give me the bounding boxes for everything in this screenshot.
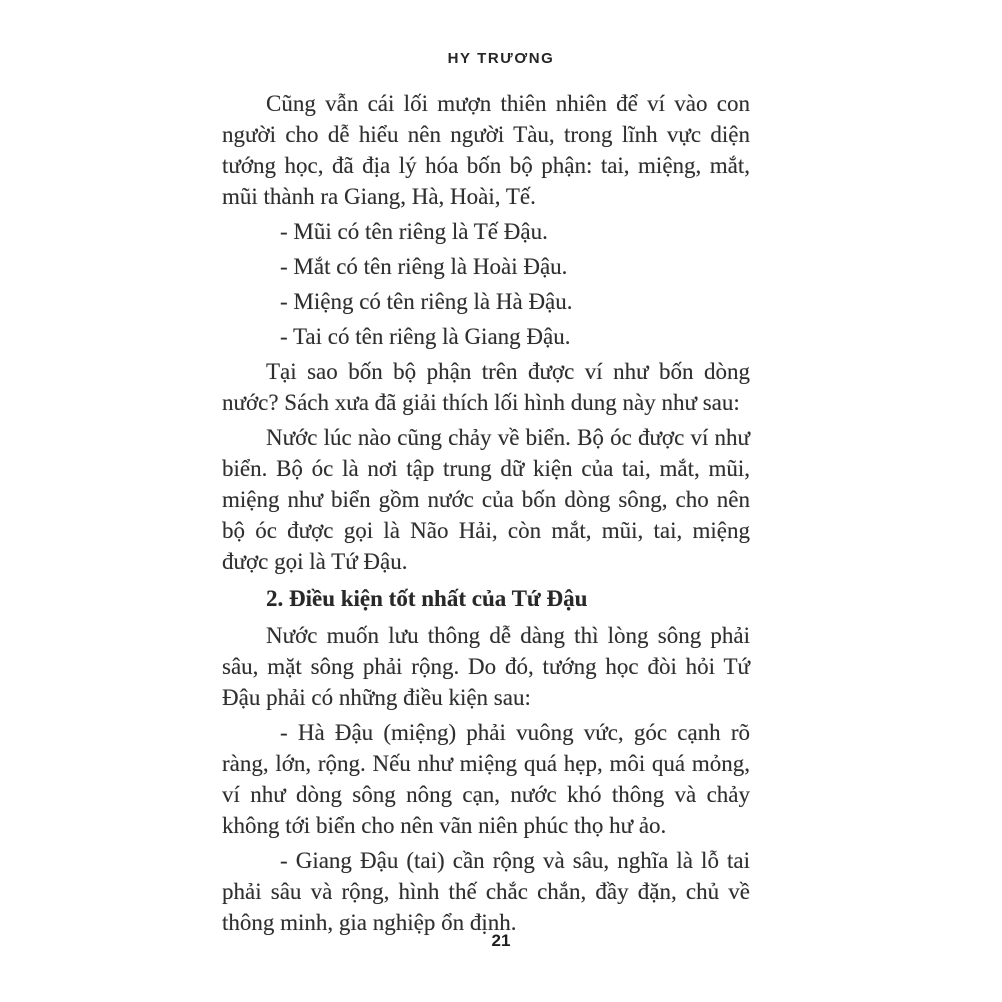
list-item: - Tai có tên riêng là Giang Đậu. (280, 324, 571, 349)
paragraph: Nước muốn lưu thông dễ dàng thì lòng sông phải sâu, mặt sông phải rộng. Do đó, tướng học đòi hỏi Tứ Đậu phải có những điều kiện sau: (222, 623, 750, 710)
list-paragraph: - Hà Đậu (miệng) phải vuông vức, góc cạnh rõ ràng, lớn, rộng. Nếu như miệng quá hẹp, môi quá mỏng, ví như dòng sông nông cạn, nước khó thông và chảy không tới biển cho nên vãn niên phúc thọ hư ảo. (222, 720, 750, 838)
page-content (222, 88, 750, 942)
paragraph: Cũng vẫn cái lối mượn thiên nhiên để ví vào con người cho dễ hiểu nên người Tàu, trong lĩnh vực diện tướng học, đã địa lý hóa bốn bộ phận: tai, miệng, mắt, mũi thành ra Giang, Hà, Hoài, Tế. (222, 91, 750, 209)
paragraph: Nước lúc nào cũng chảy về biển. Bộ óc được ví như biển. Bộ óc là nơi tập trung dữ kiện của tai, mắt, mũi, miệng như biển gồm nước của bốn dòng sông, cho nên bộ óc được gọi là Não Hải, còn mắt, mũi, tai, miệng được gọi là Tứ Đậu. (222, 425, 750, 574)
list-item: - Mũi có tên riêng là Tế Đậu. (280, 219, 548, 244)
list-item: - Miệng có tên riêng là Hà Đậu. (280, 289, 573, 314)
section-heading: 2. Điều kiện tốt nhất của Tứ Đậu (266, 586, 588, 611)
paragraph: Tại sao bốn bộ phận trên được ví như bốn dòng nước? Sách xưa đã giải thích lối hình dung này như sau: (222, 359, 750, 415)
running-header: HY TRƯƠNG (447, 50, 555, 67)
list-paragraph: - Giang Đậu (tai) cần rộng và sâu, nghĩa là lỗ tai phải sâu và rộng, hình thế chắc chắn, đầy đặn, chủ về thông minh, gia nghiệp ổn định. (222, 848, 750, 935)
list-item: - Mắt có tên riêng là Hoài Đậu. (280, 254, 568, 279)
page-number: 21 (491, 931, 511, 950)
